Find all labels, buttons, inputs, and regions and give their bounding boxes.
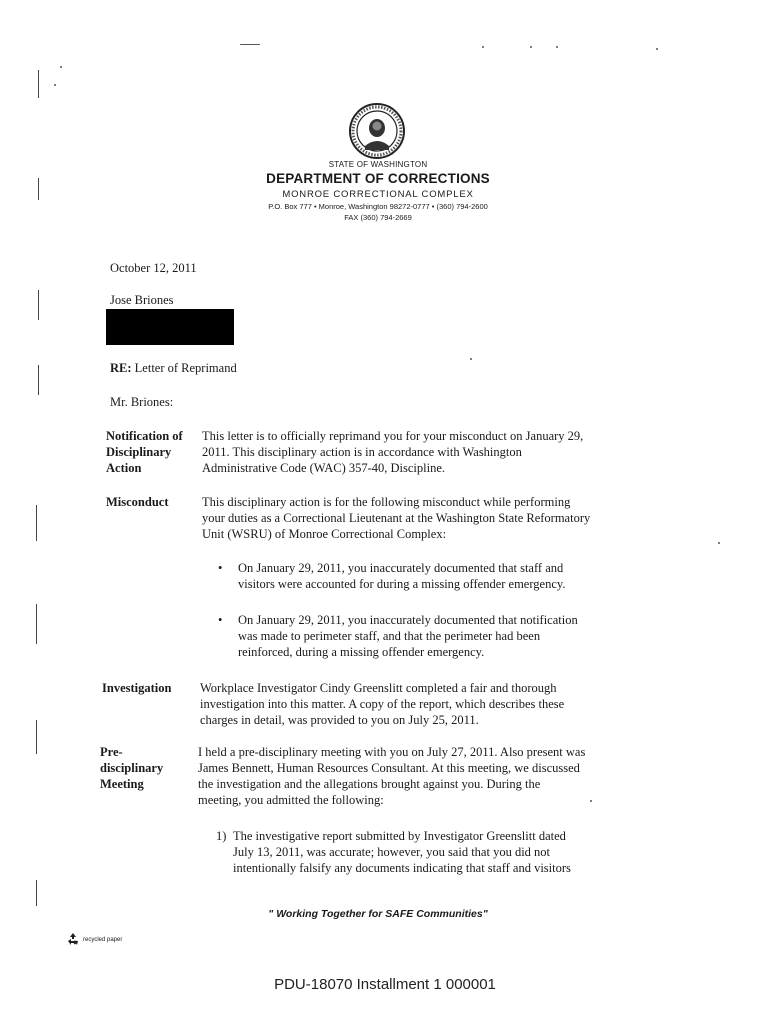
list-number: 1) xyxy=(216,829,227,843)
scan-speck xyxy=(656,48,658,50)
scan-mark xyxy=(38,178,39,200)
paragraph-line: charges in detail, was provided to you on July 25, 2011. xyxy=(200,713,479,727)
misconduct-paragraph xyxy=(202,494,590,542)
recycle-icon xyxy=(66,932,80,946)
scan-mark xyxy=(36,604,37,644)
scan-mark xyxy=(38,70,39,98)
bullet-line: On January 29, 2011, you inaccurately documented that notification xyxy=(238,613,578,627)
scan-mark xyxy=(38,290,39,320)
scan-mark xyxy=(36,505,37,541)
paragraph-line: This letter is to officially reprimand you for your misconduct on January 29, xyxy=(202,429,584,443)
scan-speck xyxy=(530,46,532,48)
list-line: intentionally falsify any documents indicating that staff and visitors xyxy=(233,861,571,875)
re-line xyxy=(110,360,237,376)
bullet-marker: • xyxy=(218,561,223,575)
investigation-paragraph xyxy=(200,680,564,728)
paragraph-line: Workplace Investigator Cindy Greenslitt completed a fair and thorough xyxy=(200,681,557,695)
bullet-line: visitors were accounted for during a missing offender emergency. xyxy=(238,577,566,591)
recipient-name: Jose Briones xyxy=(110,293,174,307)
paragraph-line: James Bennett, Human Resources Consultant. At this meeting, we discussed xyxy=(198,761,580,775)
scan-speck xyxy=(590,800,592,802)
bullet-line: reinforced, during a missing offender emergency. xyxy=(238,645,485,659)
section-heading-notification xyxy=(106,428,183,476)
heading-line: disciplinary xyxy=(100,761,164,775)
letter-date: October 12, 2011 xyxy=(110,261,197,275)
bullet-marker: • xyxy=(218,613,223,627)
footer-motto: " Working Together for SAFE Communities" xyxy=(268,908,488,920)
paragraph-line: the investigation and the allegations brought against you. During the xyxy=(198,777,541,791)
bullet-text xyxy=(238,612,578,660)
list-line: July 13, 2011, was accurate; however, you said that you did not xyxy=(233,845,551,859)
re-label: RE: xyxy=(110,361,132,375)
paragraph-line: meeting, you admitted the following: xyxy=(198,793,384,807)
bullet-text xyxy=(238,560,565,592)
heading-line: Meeting xyxy=(100,777,144,791)
pre-disciplinary-paragraph xyxy=(198,744,585,808)
list-item-text xyxy=(233,828,571,876)
scan-mark xyxy=(36,880,37,906)
recycled-paper-label: recycled paper xyxy=(83,937,123,943)
section-heading-pre-disciplinary xyxy=(100,744,163,792)
paragraph-line: 2011. This disciplinary action is in accordance with Washington xyxy=(202,445,522,459)
letterhead-fax: FAX (360) 794-2669 xyxy=(344,213,412,222)
heading-line: Notification of xyxy=(106,429,183,443)
scan-speck xyxy=(482,46,484,48)
letterhead-address: P.O. Box 777 • Monroe, Washington 98272-0777 • (360) 794-2600 xyxy=(268,202,488,211)
heading-line: Investigation xyxy=(102,681,172,695)
scan-speck xyxy=(718,542,720,544)
bullet-line: was made to perimeter staff, and that the perimeter had been xyxy=(238,629,541,643)
heading-line: Misconduct xyxy=(106,495,169,509)
list-line: The investigative report submitted by Investigator Greenslitt dated xyxy=(233,829,566,843)
salutation: Mr. Briones: xyxy=(110,395,174,409)
scan-speck xyxy=(60,66,62,68)
section-heading-misconduct xyxy=(106,494,169,510)
letterhead-department: DEPARTMENT OF CORRECTIONS xyxy=(266,171,490,186)
scan-mark xyxy=(36,720,37,754)
paragraph-line: Administrative Code (WAC) 357-40, Discipline. xyxy=(202,461,446,475)
re-subject: Letter of Reprimand xyxy=(134,361,237,375)
bates-number: PDU-18070 Installment 1 000001 xyxy=(274,976,496,993)
redaction-block xyxy=(106,309,234,345)
letterhead-state: STATE OF WASHINGTON xyxy=(328,160,428,169)
paragraph-line: your duties as a Correctional Lieutenant at the Washington State Reformatory xyxy=(202,511,591,525)
heading-line: Disciplinary xyxy=(106,445,172,459)
scan-speck xyxy=(240,44,260,45)
paragraph-line: Unit (WSRU) of Monroe Correctional Complex: xyxy=(202,527,447,541)
heading-line: Action xyxy=(106,461,142,475)
paragraph-line: This disciplinary action is for the following misconduct while performing xyxy=(202,495,571,509)
scan-speck xyxy=(556,46,558,48)
bullet-line: On January 29, 2011, you inaccurately documented that staff and xyxy=(238,561,564,575)
section-heading-investigation xyxy=(102,680,171,696)
paragraph-line: I held a pre-disciplinary meeting with you on July 27, 2011. Also present was xyxy=(198,745,586,759)
washington-state-seal-icon xyxy=(348,102,406,160)
notification-paragraph xyxy=(202,428,583,476)
scan-speck xyxy=(54,84,56,86)
letterhead-facility: MONROE CORRECTIONAL COMPLEX xyxy=(282,189,474,200)
paragraph-line: investigation into this matter. A copy of the report, which describes these xyxy=(200,697,565,711)
scan-speck xyxy=(470,358,472,360)
heading-line: Pre- xyxy=(100,745,123,759)
scan-mark xyxy=(38,365,39,395)
